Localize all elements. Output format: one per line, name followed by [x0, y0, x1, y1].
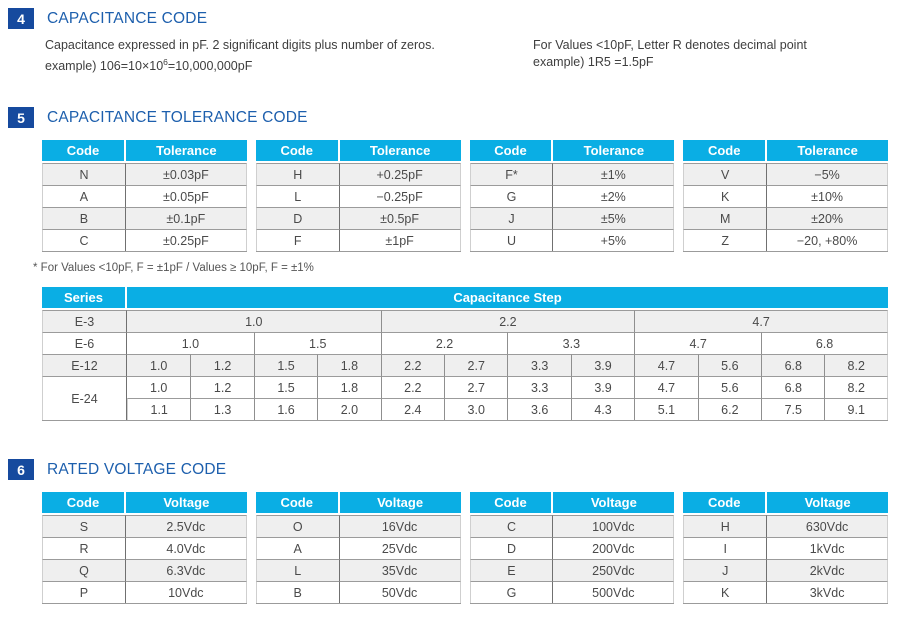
section-title: RATED VOLTAGE CODE — [47, 460, 227, 478]
tolerance-cell: ±0.03pF — [126, 163, 247, 185]
step-cell: 3.3 — [507, 354, 570, 376]
table-row — [470, 185, 675, 207]
code-cell: H — [256, 163, 340, 185]
column-header-code: Code — [256, 492, 340, 515]
section-title: CAPACITANCE TOLERANCE CODE — [47, 108, 308, 126]
code-cell: N — [42, 163, 126, 185]
code-cell: J — [470, 207, 554, 229]
code-cell: D — [256, 207, 340, 229]
tolerance-cell: +5% — [553, 229, 674, 251]
step-cell: 5.6 — [698, 354, 761, 376]
step-cell: 4.7 — [634, 332, 761, 354]
voltage-cell: 2.5Vdc — [126, 515, 247, 537]
step-cell: 4.3 — [571, 398, 634, 420]
capacitance-example-post: =10,000,000pF — [167, 59, 253, 74]
voltage-table — [42, 492, 888, 604]
table-row — [42, 515, 247, 537]
step-cell: 1.2 — [190, 376, 253, 398]
voltage-cell: 250Vdc — [553, 559, 674, 581]
code-cell: E — [470, 559, 554, 581]
step-cell: 5.6 — [698, 376, 761, 398]
code-cell: Q — [42, 559, 126, 581]
column-header-series: Series — [42, 287, 127, 310]
tolerance-cell: ±10% — [767, 185, 888, 207]
step-cell: 1.5 — [254, 332, 381, 354]
voltage-table-group-1 — [42, 492, 247, 604]
voltage-cell: 2kVdc — [767, 559, 888, 581]
table-row — [42, 581, 247, 603]
step-cell: 2.2 — [381, 354, 444, 376]
table-row — [683, 515, 888, 537]
section-rated-voltage-header — [8, 459, 226, 480]
step-cell: 1.0 — [127, 376, 190, 398]
step-cell: 1.1 — [127, 398, 190, 420]
table-row — [470, 537, 675, 559]
series-label-cell: E-12 — [42, 354, 127, 376]
step-cell: 6.8 — [761, 354, 824, 376]
table-row-e3 — [42, 310, 888, 332]
step-cell: 3.9 — [571, 354, 634, 376]
code-cell: F* — [470, 163, 554, 185]
voltage-cell: 16Vdc — [340, 515, 461, 537]
step-cell: 4.7 — [634, 376, 697, 398]
table-row-e12 — [42, 354, 888, 376]
step-cell: 1.5 — [254, 354, 317, 376]
column-header-tolerance: Tolerance — [767, 140, 888, 163]
section-number-badge: 6 — [8, 459, 34, 480]
tolerance-cell: ±0.5pF — [340, 207, 461, 229]
step-cell: 3.0 — [444, 398, 507, 420]
table-row — [470, 229, 675, 251]
table-row-e24-2 — [42, 398, 888, 420]
step-cell: 1.0 — [127, 332, 254, 354]
decimal-point-note: For Values <10pF, Letter R denotes decimal point — [533, 38, 807, 52]
step-cell: 3.6 — [507, 398, 570, 420]
series-label-cell: E-6 — [42, 332, 127, 354]
section-number-badge: 5 — [8, 107, 34, 128]
step-cell: 2.2 — [381, 332, 508, 354]
step-cell: 2.7 — [444, 354, 507, 376]
table-row — [42, 185, 247, 207]
tolerance-table-group-2 — [256, 140, 461, 252]
step-cell: 8.2 — [824, 376, 888, 398]
code-cell: V — [683, 163, 767, 185]
column-header-capacitance-step: Capacitance Step — [127, 287, 888, 310]
column-header-code: Code — [256, 140, 340, 163]
code-cell: L — [256, 559, 340, 581]
step-cell: 2.0 — [317, 398, 380, 420]
table-row-e24-1 — [42, 376, 888, 398]
tolerance-table-group-4 — [683, 140, 888, 252]
tolerance-cell: ±1% — [553, 163, 674, 185]
code-cell: J — [683, 559, 767, 581]
code-cell: P — [42, 581, 126, 603]
code-cell: M — [683, 207, 767, 229]
column-header-code: Code — [470, 140, 554, 163]
code-cell: O — [256, 515, 340, 537]
column-header-code: Code — [470, 492, 554, 515]
table-row — [470, 207, 675, 229]
code-cell: G — [470, 185, 554, 207]
step-cell: 1.3 — [190, 398, 253, 420]
table-row — [470, 581, 675, 603]
series-label-cell: E-3 — [42, 310, 127, 332]
section-title: CAPACITANCE CODE — [47, 9, 208, 27]
tolerance-cell: ±2% — [553, 185, 674, 207]
voltage-table-group-3 — [470, 492, 675, 604]
step-cell: 1.2 — [190, 354, 253, 376]
column-header-code: Code — [42, 140, 126, 163]
column-header-code: Code — [683, 492, 767, 515]
code-cell: L — [256, 185, 340, 207]
code-cell: U — [470, 229, 554, 251]
step-cell: 4.7 — [634, 354, 697, 376]
code-cell: B — [42, 207, 126, 229]
column-header-tolerance: Tolerance — [553, 140, 674, 163]
table-row — [683, 537, 888, 559]
tolerance-cell: ±1pF — [340, 229, 461, 251]
step-cell: 5.1 — [634, 398, 697, 420]
table-row — [683, 229, 888, 251]
tolerance-cell: −0.25pF — [340, 185, 461, 207]
table-row — [42, 559, 247, 581]
step-cell: 1.0 — [127, 310, 381, 332]
code-cell: F — [256, 229, 340, 251]
code-cell: K — [683, 185, 767, 207]
tolerance-cell: +0.25pF — [340, 163, 461, 185]
voltage-cell: 630Vdc — [767, 515, 888, 537]
table-row — [42, 163, 247, 185]
section-number-badge: 4 — [8, 8, 34, 29]
table-row — [470, 559, 675, 581]
table-row-e6 — [42, 332, 888, 354]
table-row — [256, 207, 461, 229]
table-row — [683, 185, 888, 207]
tolerance-cell: ±20% — [767, 207, 888, 229]
column-header-tolerance: Tolerance — [340, 140, 461, 163]
code-cell: D — [470, 537, 554, 559]
table-row — [256, 581, 461, 603]
step-cell: 2.7 — [444, 376, 507, 398]
voltage-cell: 50Vdc — [340, 581, 461, 603]
tolerance-cell: ±0.1pF — [126, 207, 247, 229]
table-row — [683, 163, 888, 185]
table-row — [42, 537, 247, 559]
tolerance-footnote: * For Values <10pF, F = ±1pF / Values ≥ 10pF, F = ±1% — [33, 262, 314, 274]
voltage-cell: 100Vdc — [553, 515, 674, 537]
capacitance-example-pre: example) 106=10×10 — [45, 59, 164, 74]
column-header-tolerance: Tolerance — [126, 140, 247, 163]
column-header-voltage: Voltage — [767, 492, 888, 515]
step-cell: 6.8 — [761, 376, 824, 398]
step-cell: 3.3 — [507, 332, 634, 354]
voltage-cell: 4.0Vdc — [126, 537, 247, 559]
step-cell: 2.2 — [381, 310, 635, 332]
step-cell: 3.3 — [507, 376, 570, 398]
voltage-table-group-2 — [256, 492, 461, 604]
code-cell: I — [683, 537, 767, 559]
table-row — [470, 515, 675, 537]
step-cell: 1.6 — [254, 398, 317, 420]
voltage-table-group-4 — [683, 492, 888, 604]
voltage-cell: 6.3Vdc — [126, 559, 247, 581]
code-cell: G — [470, 581, 554, 603]
step-cell: 1.8 — [317, 354, 380, 376]
tolerance-cell: −5% — [767, 163, 888, 185]
section-capacitance-code-header — [8, 8, 207, 29]
code-cell: H — [683, 515, 767, 537]
step-cell: 6.8 — [761, 332, 888, 354]
code-cell: K — [683, 581, 767, 603]
code-cell: R — [42, 537, 126, 559]
voltage-cell: 1kVdc — [767, 537, 888, 559]
column-header-voltage: Voltage — [126, 492, 247, 515]
tolerance-table — [42, 140, 888, 252]
step-cell: 2.2 — [381, 376, 444, 398]
table-row — [42, 207, 247, 229]
voltage-cell: 25Vdc — [340, 537, 461, 559]
tolerance-cell: −20, +80% — [767, 229, 888, 251]
voltage-cell: 200Vdc — [553, 537, 674, 559]
tolerance-cell: ±0.05pF — [126, 185, 247, 207]
column-header-voltage: Voltage — [553, 492, 674, 515]
capacitance-example-exponent: 6 — [163, 57, 168, 67]
code-cell: A — [42, 185, 126, 207]
table-row — [683, 559, 888, 581]
tolerance-table-group-3 — [470, 140, 675, 252]
step-cell: 1.8 — [317, 376, 380, 398]
series-step-table — [42, 287, 888, 421]
table-row — [256, 185, 461, 207]
table-row — [42, 229, 247, 251]
column-header-voltage: Voltage — [340, 492, 461, 515]
table-row — [470, 163, 675, 185]
step-cell: 9.1 — [824, 398, 888, 420]
table-row — [256, 559, 461, 581]
tolerance-cell: ±0.25pF — [126, 229, 247, 251]
section-tolerance-code-header — [8, 107, 308, 128]
step-cell: 3.9 — [571, 376, 634, 398]
code-cell: S — [42, 515, 126, 537]
step-cell: 7.5 — [761, 398, 824, 420]
column-header-code: Code — [42, 492, 126, 515]
code-cell: C — [470, 515, 554, 537]
step-cell: 1.0 — [127, 354, 190, 376]
column-header-code: Code — [683, 140, 767, 163]
code-cell: C — [42, 229, 126, 251]
capacitance-code-body — [45, 37, 890, 75]
decimal-point-example: example) 1R5 =1.5pF — [533, 55, 654, 69]
series-label-cell: E-24 — [42, 376, 127, 420]
step-cell: 1.5 — [254, 376, 317, 398]
step-cell: 4.7 — [634, 310, 888, 332]
voltage-cell: 3kVdc — [767, 581, 888, 603]
step-cell: 6.2 — [698, 398, 761, 420]
tolerance-table-group-1 — [42, 140, 247, 252]
capacitance-description: Capacitance expressed in pF. 2 significant digits plus number of zeros. — [45, 38, 435, 52]
voltage-cell: 10Vdc — [126, 581, 247, 603]
table-row — [256, 515, 461, 537]
table-row — [683, 207, 888, 229]
step-cell: 8.2 — [824, 354, 888, 376]
table-row — [256, 229, 461, 251]
code-cell: B — [256, 581, 340, 603]
table-row — [256, 537, 461, 559]
code-cell: A — [256, 537, 340, 559]
voltage-cell: 500Vdc — [553, 581, 674, 603]
table-row — [683, 581, 888, 603]
voltage-cell: 35Vdc — [340, 559, 461, 581]
table-row — [256, 163, 461, 185]
capacitance-example — [45, 54, 533, 75]
tolerance-cell: ±5% — [553, 207, 674, 229]
code-cell: Z — [683, 229, 767, 251]
step-cell: 2.4 — [381, 398, 444, 420]
